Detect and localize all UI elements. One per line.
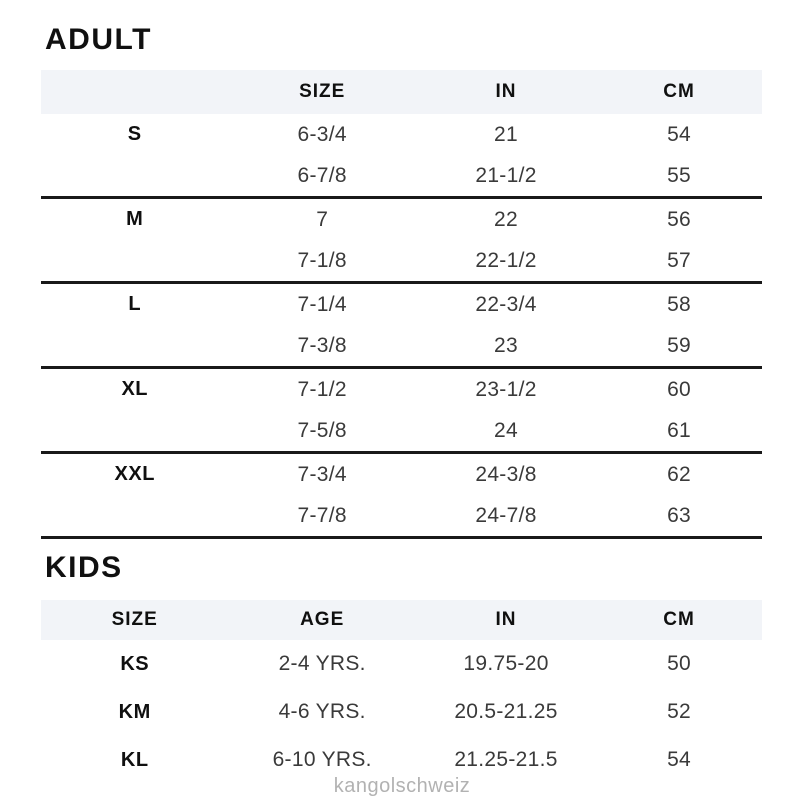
cm-cell: 63 [667,503,692,527]
inches-cell: 22-1/2 [475,248,537,272]
table-row [41,369,762,410]
inches-cell: 24-7/8 [475,503,537,527]
kids-table-header [41,600,762,640]
size-label-cell: KS [120,652,150,675]
cm-cell: 60 [667,377,692,401]
size-label-cell: XXL [114,463,155,485]
cm-cell: 62 [667,462,692,486]
cm-cell: 54 [667,748,692,771]
kids-size-table [41,600,762,784]
hat-size-cell: 7-5/8 [297,418,347,442]
inches-cell: 23 [494,333,519,357]
hat-size-cell: 7-1/4 [297,292,347,316]
adult-table-header [41,70,762,114]
inches-cell: 23-1/2 [475,377,537,401]
cm-cell: 54 [667,122,692,146]
kids-col-header-in: IN [495,609,517,630]
cm-cell: 56 [667,207,692,231]
inches-cell: 19.75-20 [463,652,549,675]
size-group-xxl [41,454,762,539]
adult-col-header-size: SIZE [299,81,346,102]
inches-cell: 22-3/4 [475,292,537,316]
table-row [41,410,762,451]
size-label-cell: S [127,123,142,145]
adult-size-table [41,70,762,539]
table-row [41,454,762,495]
cm-cell: 52 [667,700,692,723]
size-label-cell: KL [120,748,149,771]
table-row [41,284,762,325]
age-cell: 4-6 YRS. [278,700,366,723]
table-row [41,640,762,688]
inches-cell: 21.25-21.5 [454,748,558,771]
table-row [41,325,762,366]
size-label-cell: XL [121,378,148,400]
table-row [41,688,762,736]
adult-col-header-cm: CM [663,81,695,102]
hat-size-cell: 7-7/8 [297,503,347,527]
kids-col-header-size: SIZE [111,609,158,630]
size-group-l [41,284,762,369]
cm-cell: 58 [667,292,692,316]
cm-cell: 55 [667,163,692,187]
hat-size-cell: 7-3/4 [297,462,347,486]
age-cell: 2-4 YRS. [278,652,366,675]
hat-size-cell: 6-7/8 [297,163,347,187]
hat-size-cell: 7-1/2 [297,377,347,401]
hat-size-cell: 6-3/4 [297,122,347,146]
kids-section-title: KIDS [45,551,123,584]
size-label-cell: L [128,293,142,315]
cm-cell: 61 [667,418,692,442]
hat-size-cell: 7-3/8 [297,333,347,357]
watermark-text: kangolschweiz [333,775,471,797]
table-row [41,114,762,155]
adult-col-header-in: IN [495,81,517,102]
inches-cell: 21-1/2 [475,163,537,187]
inches-cell: 21 [494,122,519,146]
cm-cell: 57 [667,248,692,272]
kids-col-header-age: AGE [300,609,345,630]
cm-cell: 59 [667,333,692,357]
size-label-cell: M [126,208,144,230]
inches-cell: 20.5-21.25 [454,700,558,723]
table-row [41,199,762,240]
inches-cell: 22 [494,207,519,231]
hat-size-cell: 7 [316,207,329,231]
kids-col-header-cm: CM [663,609,695,630]
size-group-s [41,114,762,199]
adult-section-title: ADULT [45,23,152,56]
age-cell: 6-10 YRS. [272,748,372,771]
size-group-m [41,199,762,284]
size-label-cell: KM [118,700,151,723]
cm-cell: 50 [667,652,692,675]
inches-cell: 24-3/8 [475,462,537,486]
hat-size-cell: 7-1/8 [297,248,347,272]
size-group-xl [41,369,762,454]
inches-cell: 24 [494,418,519,442]
table-row [41,495,762,536]
table-row [41,155,762,196]
table-row [41,240,762,281]
